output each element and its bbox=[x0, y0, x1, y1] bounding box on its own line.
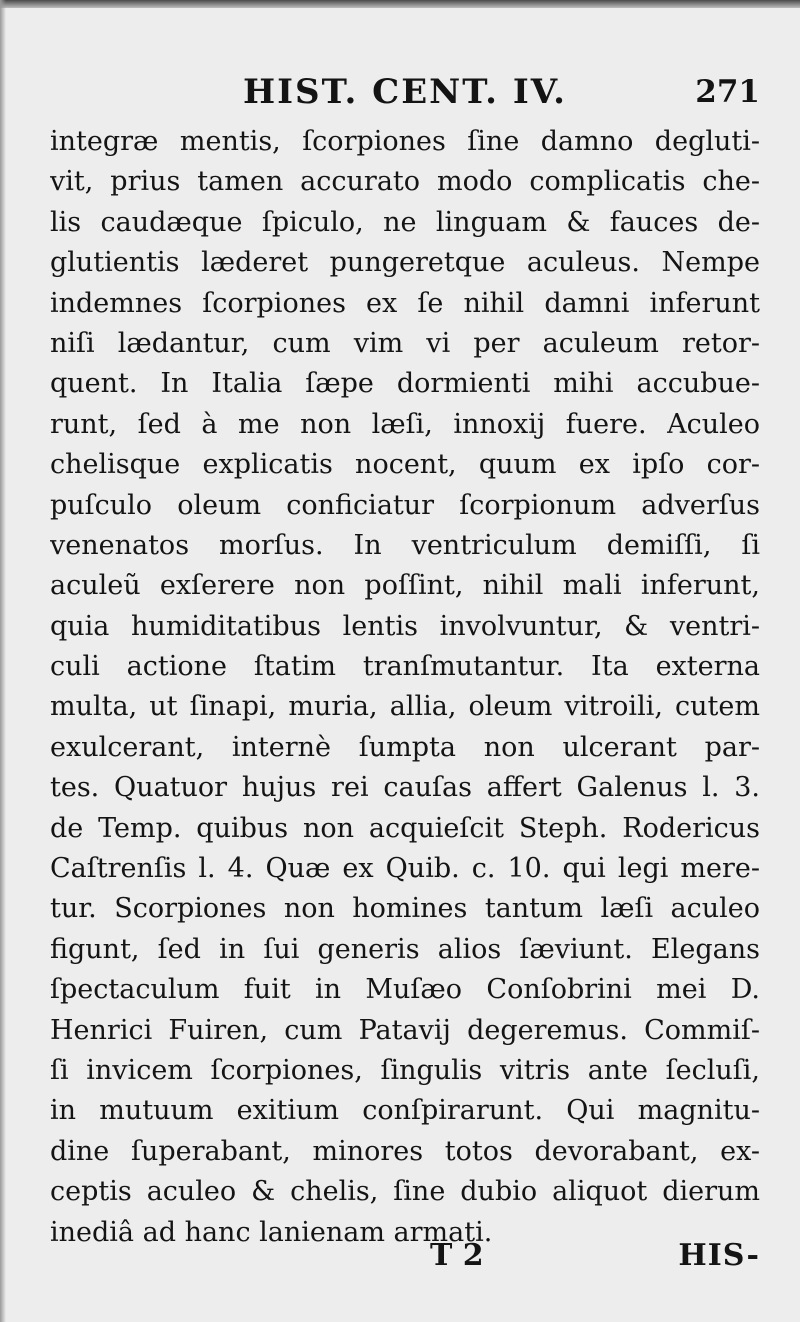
text-line: niſi lædantur, cum vim vi per aculeum retor- bbox=[50, 327, 760, 359]
text-line: culi actione ſtatim tranſmutantur. Ita externa bbox=[50, 651, 760, 683]
text-line: figunt, ſed in ſui generis alios ſæviunt. Elegans bbox=[50, 933, 760, 965]
text-line: venenatos morſus. In ventriculum demiſſi, ſi bbox=[50, 529, 760, 561]
text-line: ſi invicem ſcorpiones, ſingulis vitris ante ſecluſi, bbox=[50, 1054, 760, 1086]
text-line: integræ mentis, ſcorpiones ſine damno degluti- bbox=[50, 126, 760, 157]
text-line: exulcerant, internè ſumpta non ulcerant par- bbox=[50, 731, 760, 763]
page-footer bbox=[50, 1238, 760, 1288]
running-head bbox=[50, 62, 760, 122]
text-line: quent. In Italia ſæpe dormienti mihi accubue- bbox=[50, 368, 760, 400]
catchword: HIS- bbox=[678, 1238, 760, 1273]
text-line: chelisque explicatis nocent, quum ex ipſo cor- bbox=[50, 449, 760, 481]
text-line: multa, ut ſinapi, muria, allia, oleum vitroili, cutem bbox=[50, 691, 760, 723]
text-line: de Temp. quibus non acquieſcit Steph. Rodericus bbox=[50, 812, 760, 844]
text-line: in mutuum exitium conſpirarunt. Qui magnitu- bbox=[50, 1095, 760, 1127]
text-line: ſpectaculum fuit in Muſæo Conſobrini mei D. bbox=[50, 974, 760, 1006]
text-line: quia humiditatibus lentis involvuntur, & ventri- bbox=[50, 610, 760, 642]
text-line: Henrici Fuiren, cum Patavij degeremus. Commiſ- bbox=[50, 1014, 760, 1046]
page-number: 271 bbox=[695, 74, 760, 110]
text-line: tur. Scorpiones non homines tantum læſi aculeo bbox=[50, 893, 760, 925]
text-line: Caſtrenſis l. 4. Quæ ex Quib. c. 10. qui legi mere- bbox=[50, 853, 760, 885]
text-line: aculeũ exſerere non poſſint, nihil mali inferunt, bbox=[50, 570, 760, 602]
text-line: lis caudæque ſpiculo, ne linguam & fauces de- bbox=[50, 206, 760, 238]
text-line: puſculo oleum conficiatur ſcorpionum adverſus bbox=[50, 489, 760, 521]
text-line: runt, ſed à me non læſi, innoxij fuere. Aculeo bbox=[50, 408, 760, 440]
text-line: glutientis læderet pungeretque aculeus. Nempe bbox=[50, 247, 760, 279]
text-line: dine ſuperabant, minores totos devorabant, ex- bbox=[50, 1135, 760, 1167]
text-line: inediâ ad hanc lanienam armati. bbox=[50, 1216, 493, 1248]
text-line: tes. Quatuor hujus rei cauſas affert Galenus l. 3. bbox=[50, 772, 760, 804]
body-text bbox=[50, 122, 760, 1253]
running-title: HIST. CENT. IV. bbox=[243, 72, 567, 112]
text-line: ceptis aculeo & chelis, ſine dubio aliquot dierum bbox=[50, 1176, 760, 1208]
text-line: vit, prius tamen accurato modo complicatis che- bbox=[50, 166, 760, 198]
text-line: indemnes ſcorpiones ex ſe nihil damni inferunt bbox=[50, 287, 760, 319]
signature-mark: T 2 bbox=[430, 1238, 484, 1273]
